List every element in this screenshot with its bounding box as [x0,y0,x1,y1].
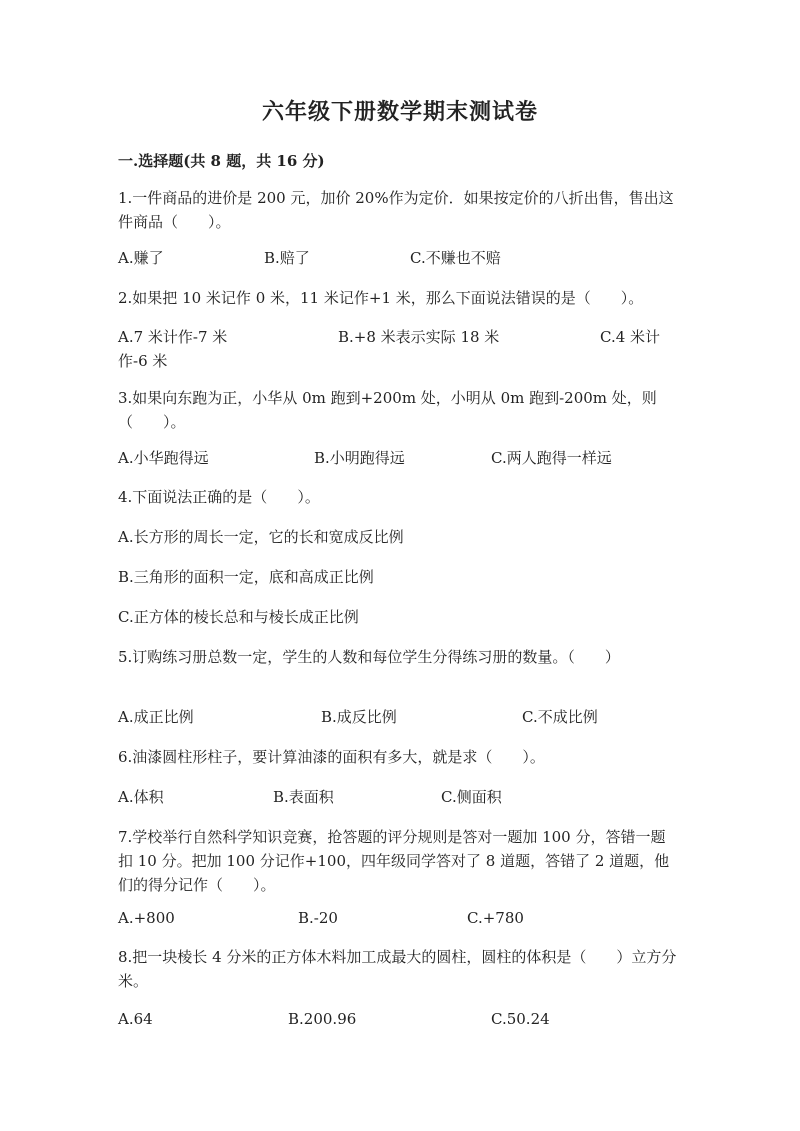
question-1-option-b[interactable]: B.赔了 [264,249,310,267]
question-3-option-c[interactable]: C.两人跑得一样远 [491,449,612,467]
question-3-option-a[interactable]: A.小华跑得远 [118,449,209,467]
question-6-option-b[interactable]: B.表面积 [273,788,334,806]
question-6-stem: 6.油漆圆柱形柱子，要计算油漆的面积有多大，就是求（ ）。 [118,748,545,766]
question-7-option-b[interactable]: B.-20 [298,909,338,927]
question-7-option-c[interactable]: C.+780 [467,909,524,927]
question-4-option-b[interactable]: B.三角形的面积一定，底和高成正比例 [118,568,374,586]
question-5-option-c[interactable]: C.不成比例 [522,708,598,726]
question-6-option-a[interactable]: A.体积 [118,788,164,806]
question-7-options [118,906,680,930]
question-8-stem: 8.把一块棱长 4 分米的正方体木料加工成最大的圆柱，圆柱的体积是（ ）立方分米。 [118,948,677,990]
question-5-option-a[interactable]: A.成正比例 [118,708,194,726]
question-6-option-c[interactable]: C.侧面积 [441,788,502,806]
question-5-stem: 5.订购练习册总数一定，学生的人数和每位学生分得练习册的数量。（ ） [118,648,620,666]
question-8-option-b[interactable]: B.200.96 [288,1010,357,1028]
question-3-options [118,446,680,470]
question-4-stem: 4.下面说法正确的是（ ）。 [118,488,320,506]
question-2-option-c[interactable]: C.4 米计作-6 米 [118,328,661,370]
question-1-stem: 1.一件商品的进价是 200 元，加价 20%作为定价．如果按定价的八折出售，售出这件商品（ ）。 [118,189,674,231]
question-7-option-a[interactable]: A.+800 [118,909,175,927]
question-2-option-b[interactable]: B.+8 米表示实际 18 米 [338,328,500,346]
question-3-option-b[interactable]: B.小明跑得远 [314,449,405,467]
question-4-option-c[interactable]: C.正方体的棱长总和与棱长成正比例 [118,608,359,626]
question-1-option-c[interactable]: C.不赚也不赔 [410,249,501,267]
question-2-option-a[interactable]: A.7 米计作-7 米 [118,328,228,346]
question-8-options [118,1007,680,1031]
question-1-option-a[interactable]: A.赚了 [118,249,164,267]
question-8-option-a[interactable]: A.64 [118,1010,153,1028]
section-heading: 一.选择题(共 8 题，共 16 分) [118,152,325,170]
question-4-option-a[interactable]: A.长方形的周长一定，它的长和宽成反比例 [118,528,404,546]
question-8-option-c[interactable]: C.50.24 [491,1010,550,1028]
question-2-options [118,325,680,373]
question-3-stem: 3.如果向东跑为正，小华从 0m 跑到+200m 处，小明从 0m 跑到-200m 处，则（ ）。 [118,389,657,431]
question-2-stem: 2.如果把 10 米记作 0 米，11 米记作+1 米，那么下面说法错误的是（ ）。 [118,289,644,307]
question-7-stem: 7.学校举行自然科学知识竞赛，抢答题的评分规则是答对一题加 100 分，答错一题扣 10 分。把加 100 分记作+100，四年级同学答对了 8 道题，答错了 2 道题，他们的得分记作（ ）。 [118,828,670,894]
question-1-options [118,246,680,270]
page-title: 六年级下册数学期末测试卷 [261,99,538,125]
question-6-options [118,785,680,809]
question-5-option-b[interactable]: B.成反比例 [321,708,397,726]
question-5-options [118,705,680,729]
